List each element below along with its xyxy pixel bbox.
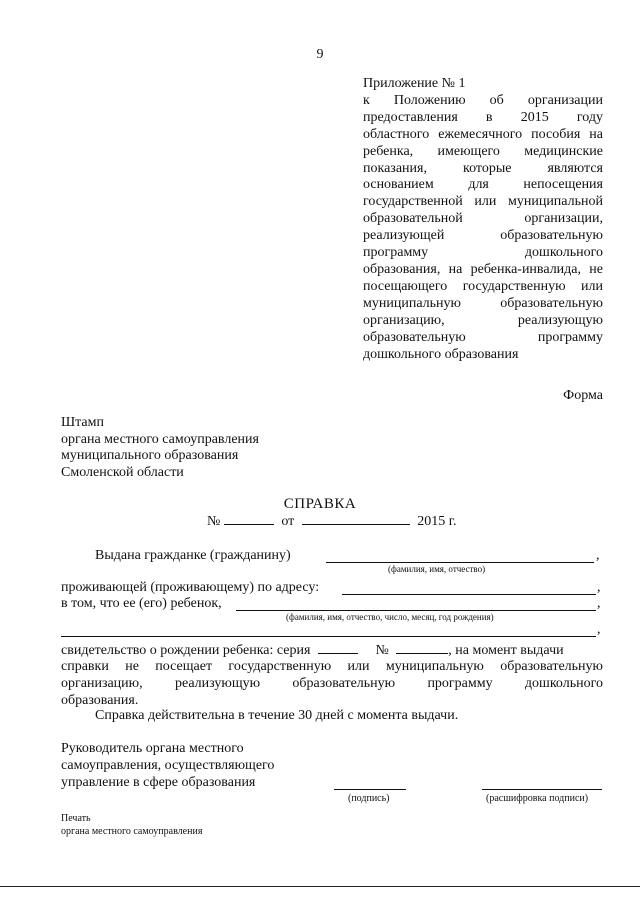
appendix-line: областного ежемесячного пособия на — [363, 126, 603, 142]
appendix-line: программу дошкольного — [363, 245, 603, 261]
bottom-rule — [0, 886, 640, 887]
form-label: Форма — [563, 388, 603, 403]
signer-line: самоуправления, осуществляющего — [61, 758, 275, 773]
address-blank — [342, 594, 596, 595]
paragraph-line: организацию, реализующую образовательную программу дошкольного — [61, 676, 603, 691]
signer-line: управление в сфере образования — [61, 775, 256, 790]
date-blank — [302, 512, 410, 525]
issued-to-blank — [326, 562, 594, 563]
birth-cert-number-blank — [396, 641, 448, 654]
child-blank — [236, 610, 596, 611]
appendix-line: реализующей образовательную — [363, 228, 603, 244]
comma: , — [597, 580, 601, 595]
stamp-block — [61, 415, 259, 481]
residing-label: проживающей (проживающему) по адресу: — [61, 580, 320, 595]
comma: , — [597, 622, 601, 637]
certificate-number-line — [207, 512, 456, 530]
certificate-paragraph — [61, 658, 603, 709]
appendix-line: государственной или муниципальной — [363, 194, 603, 210]
comma: , — [597, 596, 601, 611]
extra-blank-line — [61, 636, 596, 637]
page-number: 9 — [316, 47, 324, 62]
signature-hint: (подпись) — [348, 793, 390, 804]
stamp-line: органа местного самоуправления — [61, 431, 259, 447]
child-hint: (фамилия, имя, отчество, число, месяц, год рождения) — [286, 612, 494, 622]
birth-cert-number-sign: № — [375, 643, 389, 658]
issued-to-label: Выдана гражданке (гражданину) — [95, 548, 291, 563]
issued-to-hint: (фамилия, имя, отчество) — [388, 564, 486, 574]
signature-decode-hint: (расшифровка подписи) — [486, 793, 589, 804]
signature-blank — [334, 789, 406, 790]
appendix-line: образования, на ребенка-инвалида, не — [363, 261, 603, 277]
appendix-line: к Положению об организации — [363, 92, 603, 108]
paragraph-line: образования. — [61, 693, 139, 708]
validity-text: Справка действительна в течение 30 дней с момента выдачи. — [95, 708, 459, 723]
stamp-line: муниципального образования — [61, 448, 239, 463]
number-blank — [224, 512, 274, 525]
birth-cert-line — [61, 641, 564, 659]
certificate-title: СПРАВКА — [283, 496, 357, 512]
appendix-line: дошкольного образования — [363, 346, 519, 362]
year-suffix: 2015 г. — [417, 514, 457, 529]
paragraph-line: справки не посещает государственную или муниципальную образовательную — [61, 659, 603, 674]
appendix-line: образовательную программу — [363, 329, 603, 345]
birth-cert-prefix: свидетельство о рождении ребенка: серия — [61, 643, 311, 658]
appendix-line: организацию, реализующую — [363, 312, 603, 328]
signer-line: Руководитель органа местного — [61, 741, 244, 756]
child-label: в том, что ее (его) ребенок, — [61, 596, 222, 611]
appendix-title: Приложение № 1 — [363, 76, 466, 91]
seal-line: органа местного самоуправления — [61, 826, 203, 837]
from-word: от — [281, 514, 295, 529]
appendix-line: предоставления в 2015 году — [363, 109, 603, 125]
number-sign: № — [207, 514, 221, 529]
appendix-line: показания, которые являются — [363, 160, 603, 176]
comma: , — [596, 548, 600, 563]
appendix-line: муниципальную образовательную — [363, 295, 603, 311]
seal-line: Печать — [61, 813, 91, 824]
appendix-line: посещающего государственную или — [363, 278, 603, 294]
appendix-line: ребенка, имеющего медицинские — [363, 143, 603, 159]
stamp-line: Штамп — [61, 415, 104, 430]
seal-block — [61, 812, 202, 838]
birth-cert-suffix: , на момент выдачи — [448, 643, 564, 658]
appendix-line: основанием для непосещения — [363, 177, 603, 193]
stamp-line: Смоленской области — [61, 464, 184, 480]
series-blank — [318, 641, 358, 654]
appendix-block — [363, 76, 603, 363]
appendix-line: образовательной организации, — [363, 211, 603, 227]
signer-block — [61, 740, 274, 791]
signature-decode-blank — [482, 789, 602, 790]
